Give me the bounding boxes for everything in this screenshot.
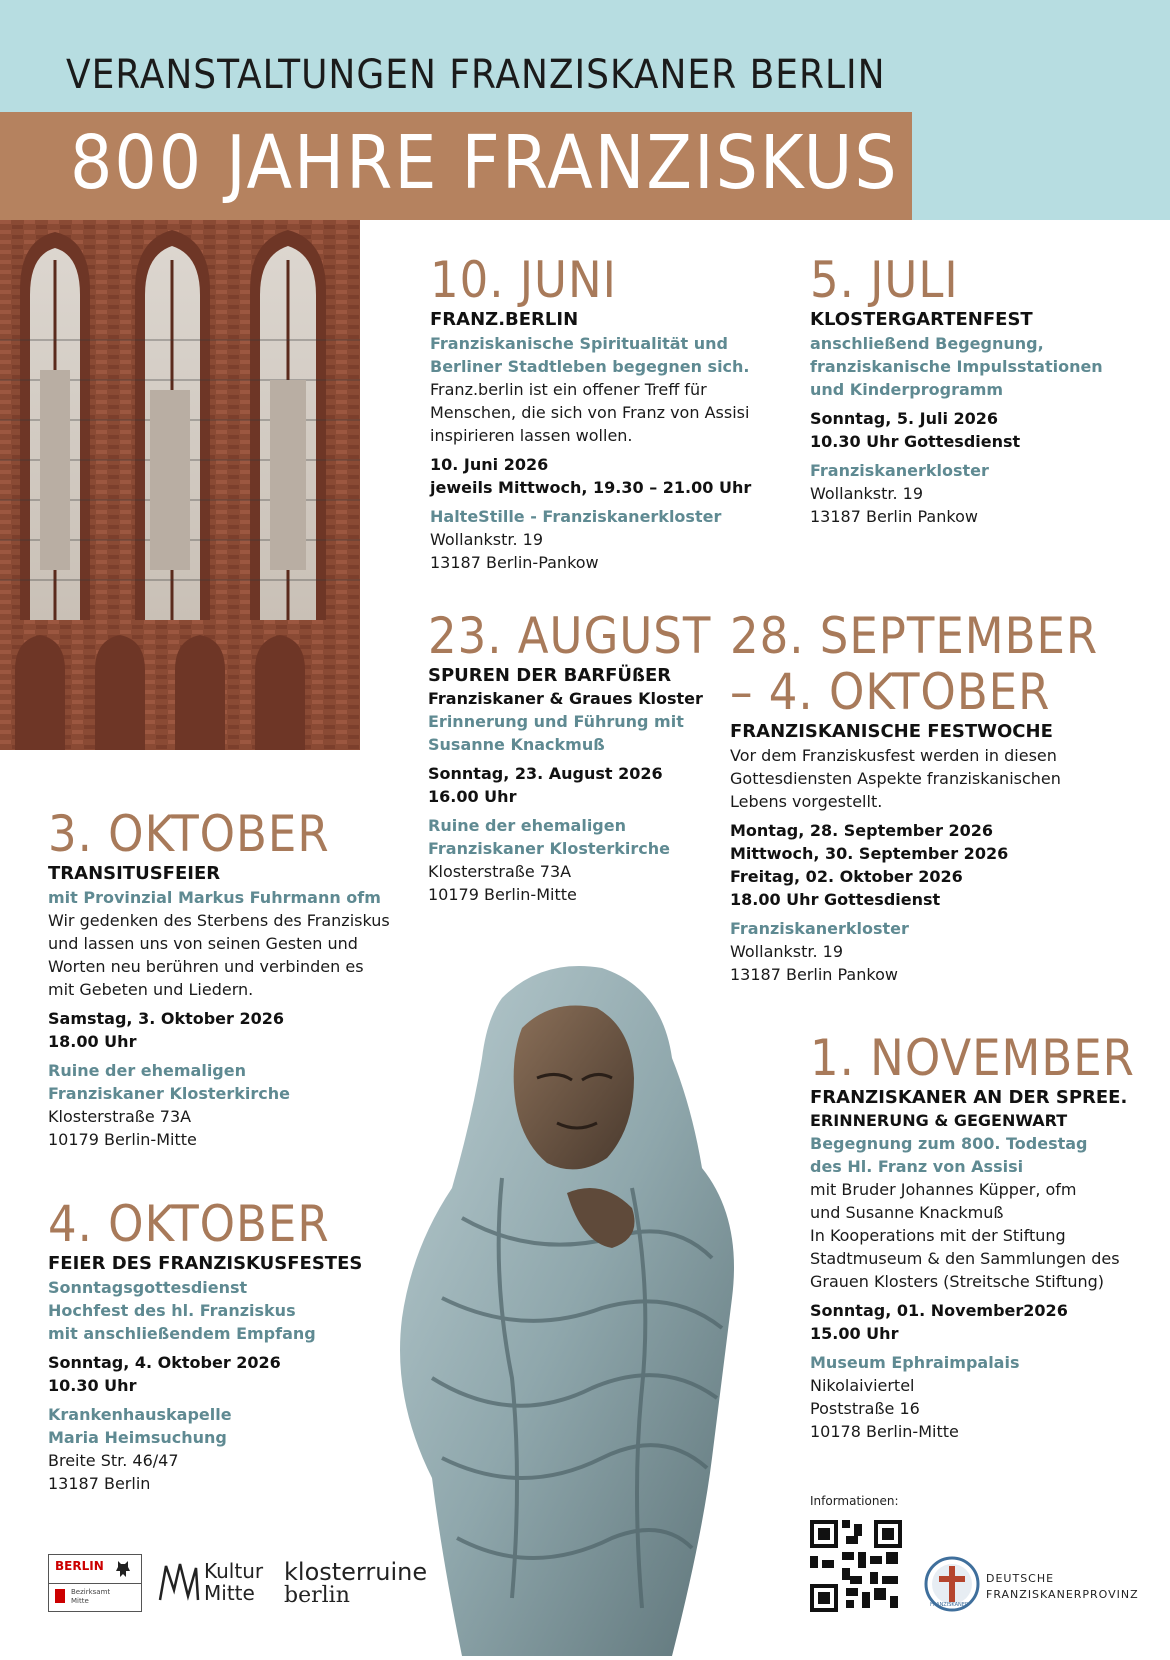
event-time: 18.00 Uhr Gottesdienst: [730, 890, 941, 909]
event-text: mit Gebeten und Liedern.: [48, 980, 254, 999]
event-venue: Ruine der ehemaligen: [428, 816, 626, 835]
event-text: Vor dem Franziskusfest werden in diesen: [730, 746, 1057, 765]
event-title: TRANSITUSFEIER: [48, 863, 221, 884]
event-subtitle: Berliner Stadtleben begegnen sich.: [430, 357, 750, 376]
event-venue: Ruine der ehemaligen: [48, 1061, 246, 1080]
event-subtitle: Erinnerung und Führung mit: [428, 712, 684, 731]
event-august: [428, 608, 711, 906]
event-time: Mittwoch, 30. September 2026: [730, 844, 1009, 863]
event-date: 23. AUGUST: [428, 607, 712, 665]
event-address: Wollankstr. 19: [810, 484, 924, 503]
event-juli: [810, 252, 1103, 528]
dfp-ring-text: FRANZISKANER: [930, 1602, 969, 1608]
event-date: 4. OKTOBER: [48, 1195, 330, 1253]
event-title: SPUREN DER BARFÜßER: [428, 665, 672, 686]
event-title: KLOSTERGARTENFEST: [810, 309, 1033, 330]
event-okt3: [48, 806, 390, 1151]
event-time: 15.00 Uhr: [810, 1324, 899, 1343]
dfp-text: FRANZISKANERPROVINZ: [986, 1588, 1139, 1601]
event-time: 10.30 Uhr: [48, 1376, 137, 1395]
event-address: 10179 Berlin-Mitte: [428, 885, 577, 904]
event-venue: Museum Ephraimpalais: [810, 1353, 1020, 1372]
bear-icon: [115, 1559, 131, 1579]
event-title: FRANZ.BERLIN: [430, 309, 579, 330]
event-time: jeweils Mittwoch, 19.30 – 21.00 Uhr: [430, 478, 752, 497]
event-text: Lebens vorgestellt.: [730, 792, 883, 811]
header-band-extension: [912, 112, 1170, 220]
event-okt4: [48, 1196, 362, 1495]
event-time: Sonntag, 23. August 2026: [428, 764, 663, 783]
event-text: Stadtmuseum & den Sammlungen des: [810, 1249, 1120, 1268]
event-address: 10179 Berlin-Mitte: [48, 1130, 197, 1149]
event-time: Samstag, 3. Oktober 2026: [48, 1009, 285, 1028]
church-ruin-photo: [0, 220, 360, 750]
event-date: 10. JUNI: [430, 251, 617, 309]
klosterruine-subtext: berlin: [284, 1583, 350, 1608]
event-title: FRANZISKANISCHE FESTWOCHE: [730, 721, 1053, 742]
klosterruine-text: klosterruine: [284, 1558, 428, 1586]
event-address: 13187 Berlin Pankow: [810, 507, 978, 526]
event-date: 3. OKTOBER: [48, 805, 330, 863]
event-address: 10178 Berlin-Mitte: [810, 1422, 959, 1441]
bezirksamt-label: Bezirksamt: [71, 1588, 111, 1596]
event-subtitle: mit anschließendem Empfang: [48, 1324, 316, 1343]
event-text: und Susanne Knackmuß: [810, 1203, 1004, 1222]
event-text: Worten neu berühren und verbinden es: [48, 957, 364, 976]
event-venue: HalteStille - Franziskanerkloster: [430, 507, 722, 526]
kultur-mitte-text: Mitte: [204, 1581, 255, 1605]
event-time: Sonntag, 01. November2026: [810, 1301, 1068, 1320]
event-venue: Franziskaner Klosterkirche: [48, 1084, 290, 1103]
event-subtitle: des Hl. Franz von Assisi: [810, 1157, 1024, 1176]
berlin-bezirksamt-logo: [48, 1554, 142, 1612]
event-subheading: Franziskaner & Graues Kloster: [428, 689, 703, 708]
event-subtitle: franziskanische Impulsstationen: [810, 357, 1103, 376]
bezirksamt-label: Mitte: [71, 1597, 89, 1605]
info-label: Informationen:: [810, 1494, 899, 1508]
event-address: Wollankstr. 19: [430, 530, 544, 549]
event-subtitle: mit Provinzial Markus Fuhrmann ofm: [48, 888, 381, 907]
event-subtitle: Begegnung zum 800. Todestag: [810, 1134, 1088, 1153]
event-time: Freitag, 02. Oktober 2026: [730, 867, 963, 886]
event-address: Wollankstr. 19: [730, 942, 844, 961]
event-date: 5. JULI: [810, 251, 959, 309]
event-address: 13187 Berlin: [48, 1474, 151, 1493]
event-time: 10. Juni 2026: [430, 455, 549, 474]
event-text: Franz.berlin ist ein offener Treff für: [430, 380, 707, 399]
event-title: FEIER DES FRANZISKUSFESTES: [48, 1253, 363, 1274]
event-text: inspirieren lassen wollen.: [430, 426, 633, 445]
event-date: 1. NOVEMBER: [810, 1029, 1135, 1087]
event-date: – 4. OKTOBER: [730, 663, 1051, 721]
event-venue: Franziskanerkloster: [730, 919, 909, 938]
event-time: Sonntag, 4. Oktober 2026: [48, 1353, 281, 1372]
event-venue: Franziskaner Klosterkirche: [428, 839, 670, 858]
event-venue: Maria Heimsuchung: [48, 1428, 227, 1447]
kultur-mitte-text: Kultur: [204, 1559, 264, 1583]
event-address: Breite Str. 46/47: [48, 1451, 179, 1470]
header-title: VERANSTALTUNGEN FRANZISKANER BERLIN: [66, 52, 886, 98]
event-address: Poststraße 16: [810, 1399, 920, 1418]
event-text: Gottesdiensten Aspekte franziskanischen: [730, 769, 1061, 788]
event-text: Grauen Klosters (Streitsche Stiftung): [810, 1272, 1105, 1291]
klosterruine-logo: [284, 1560, 427, 1608]
event-subtitle: und Kinderprogramm: [810, 380, 1004, 399]
event-text: mit Bruder Johannes Küpper, ofm: [810, 1180, 1077, 1199]
event-time: Sonntag, 5. Juli 2026: [810, 409, 999, 428]
event-date: 28. SEPTEMBER: [730, 607, 1099, 665]
franziskus-statue: [372, 958, 792, 1656]
event-subtitle: Susanne Knackmuß: [428, 735, 605, 754]
event-text: In Kooperations mit der Stiftung: [810, 1226, 1066, 1245]
event-subtitle: Hochfest des hl. Franziskus: [48, 1301, 296, 1320]
event-address: Klosterstraße 73A: [428, 862, 572, 881]
event-venue: Krankenhauskapelle: [48, 1405, 232, 1424]
dfp-text: DEUTSCHE: [986, 1572, 1055, 1585]
kultur-mitte-mark-icon: [156, 1560, 202, 1604]
event-time: 18.00 Uhr: [48, 1032, 137, 1051]
event-address: 13187 Berlin Pankow: [730, 965, 898, 984]
event-title: FRANZISKANER AN DER SPREE.: [810, 1087, 1128, 1108]
event-text: Menschen, die sich von Franz von Assisi: [430, 403, 750, 422]
event-subtitle: anschließend Begegnung,: [810, 334, 1044, 353]
deutsche-franziskanerprovinz-logo: [924, 1556, 1164, 1610]
banner-title: 800 JAHRE FRANZISKUS: [70, 120, 899, 206]
berlin-crest-icon: [55, 1589, 65, 1603]
event-text: Wir gedenken des Sterbens des Franziskus: [48, 911, 390, 930]
event-nov: [810, 1030, 1135, 1443]
event-address: Klosterstraße 73A: [48, 1107, 192, 1126]
event-venue: Franziskanerkloster: [810, 461, 989, 480]
event-address: 13187 Berlin-Pankow: [430, 553, 599, 572]
event-festwoche: [730, 608, 1098, 986]
event-time: Montag, 28. September 2026: [730, 821, 994, 840]
kultur-mitte-logo: [156, 1558, 266, 1608]
event-subheading: ERINNERUNG & GEGENWART: [810, 1111, 1068, 1130]
event-subtitle: Sonntagsgottesdienst: [48, 1278, 248, 1297]
event-juni: [430, 252, 751, 574]
qr-code-icon[interactable]: [810, 1520, 902, 1612]
event-time: 16.00 Uhr: [428, 787, 517, 806]
event-time: 10.30 Uhr Gottesdienst: [810, 432, 1021, 451]
event-subtitle: Franziskanische Spiritualität und: [430, 334, 728, 353]
event-text: und lassen uns von seinen Gesten und: [48, 934, 358, 953]
berlin-logo-text: BERLIN: [55, 1559, 104, 1573]
event-address: Nikolaiviertel: [810, 1376, 915, 1395]
